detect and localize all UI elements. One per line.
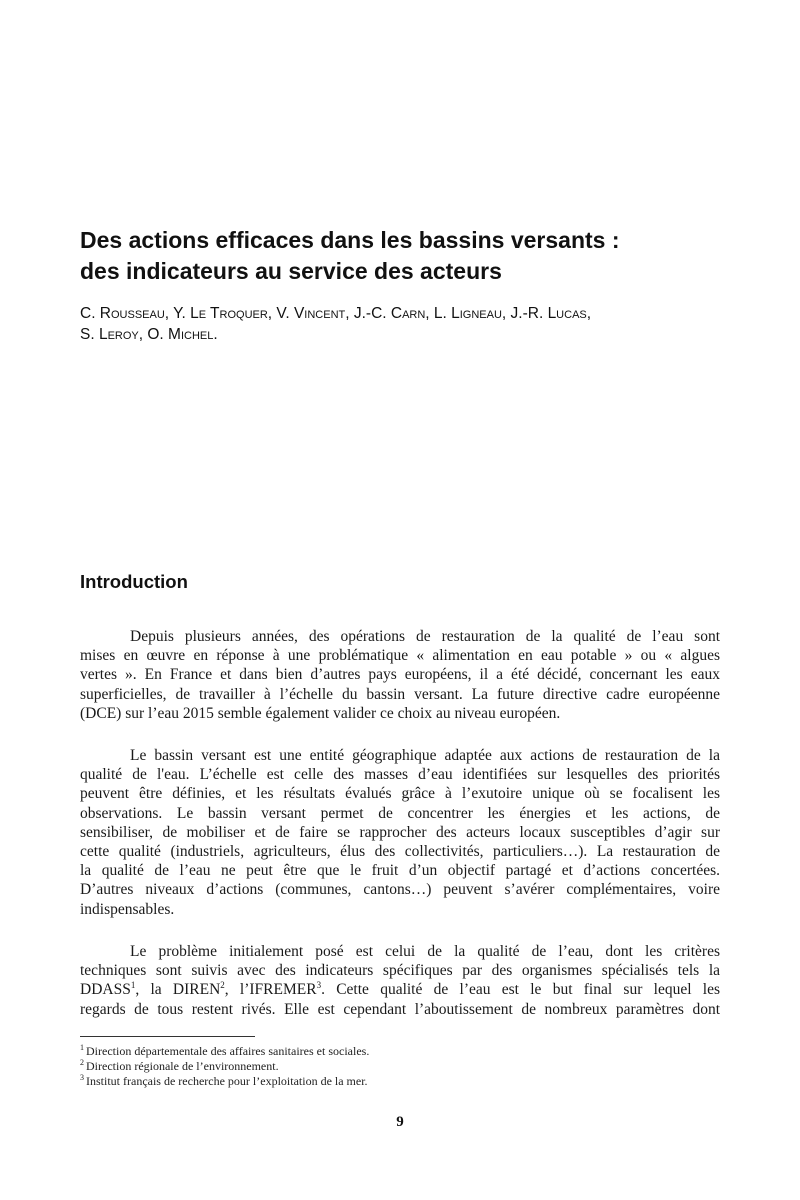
- section-heading: Introduction: [80, 571, 188, 592]
- footnote-number: 1: [80, 1043, 84, 1052]
- text-line: mises en œuvre en réponse à une problématique « alimentation en eau potable » ou « algues: [80, 647, 720, 665]
- text-line: sensibiliser, de mobiliser et de faire se rapprocher des acteurs locaux susceptibles d’agir sur: [80, 823, 720, 841]
- footnote-ref-1: 1: [130, 980, 136, 991]
- text-line: peuvent être définies, et les résultats évalués grâce à l’exutoire unique où se focalisent les: [80, 785, 720, 803]
- footnote-text: Direction départementale des affaires sanitaires et sociales.: [86, 1044, 370, 1058]
- text-line: vertes ». En France et dans bien d’autres pays européens, il a été décidé, concernant les eaux: [80, 666, 720, 684]
- text-fragment: . Cette qualité de l’eau est le but final sur lequel les: [321, 981, 720, 999]
- paragraph-1: [80, 627, 720, 723]
- page-number: 9: [396, 1114, 404, 1130]
- footnote-number: 3: [80, 1073, 84, 1082]
- text-line: Depuis plusieurs années, des opérations de restauration de la qualité de l’eau sont: [130, 628, 720, 645]
- text-line: D’autres niveaux d’actions (communes, cantons…) peuvent s’avérer complémentaires, voire: [80, 881, 720, 899]
- footnote-ref-3: 3: [316, 980, 322, 991]
- footnote-1: [80, 1044, 720, 1059]
- paragraph-2: [80, 746, 720, 919]
- footnote-separator: [80, 1036, 255, 1037]
- text-line: la qualité de l’eau ne peut être que le fruit d’un objectif partagé et d’actions concertées.: [80, 862, 720, 880]
- text-line: (DCE) sur l’eau 2015 semble également valider ce choix au niveau européen.: [80, 704, 561, 722]
- authors-line-2: S. Leroy, O. Michel.: [80, 326, 218, 343]
- text-line: Le bassin versant est une entité géographique adaptée aux actions de restauration de la: [130, 747, 720, 764]
- text-line: techniques sont suivis avec des indicateurs spécifiques par des organismes spécialisés tels la: [80, 962, 720, 980]
- text-line: indispensables.: [80, 900, 175, 918]
- footnote-ref-2: 2: [220, 980, 225, 991]
- text-line: regards de tous restent rivés. Elle est cependant l’aboutissement de nombreux paramètres dont: [80, 1000, 720, 1018]
- text-line: [80, 980, 720, 999]
- footnote-text: Direction régionale de l’environnement.: [86, 1059, 279, 1073]
- authors-line-1: C. Rousseau, Y. Le Troquer, V. Vincent, J.-C. Carn, L. Ligneau, J.-R. Lucas,: [80, 305, 592, 322]
- text-fragment: , la DIREN: [135, 981, 221, 999]
- footnote-number: 2: [80, 1058, 84, 1067]
- author-list: [80, 303, 720, 345]
- paragraph-3: [80, 942, 720, 1019]
- title-line-1: Des actions efficaces dans les bassins versants :: [80, 227, 620, 253]
- text-fragment: DDASS: [80, 981, 131, 999]
- text-line: observations. Le bassin versant permet de concentrer les énergies et les actions, de: [80, 804, 720, 822]
- text-line: cette qualité (industriels, agriculteurs, élus des collectivités, particuliers…). La restauration de: [80, 843, 720, 861]
- text-line: superficielles, de travailler à l’échelle du bassin versant. La future directive cadre européenne: [80, 685, 720, 703]
- text-fragment: , l’IFREMER: [224, 981, 317, 999]
- title-line-2: des indicateurs au service des acteurs: [80, 258, 502, 284]
- footnote-text: Institut français de recherche pour l’exploitation de la mer.: [86, 1074, 368, 1088]
- footnotes: [80, 1044, 720, 1089]
- footnote-2: [80, 1059, 720, 1074]
- text-line: qualité de l'eau. L’échelle est celle des masses d’eau identifiées sur lesquelles des priorités: [80, 766, 720, 784]
- text-line: Le problème initialement posé est celui de la qualité de l’eau, dont les critères: [130, 943, 720, 960]
- article-title: [80, 225, 720, 287]
- footnote-3: [80, 1074, 720, 1089]
